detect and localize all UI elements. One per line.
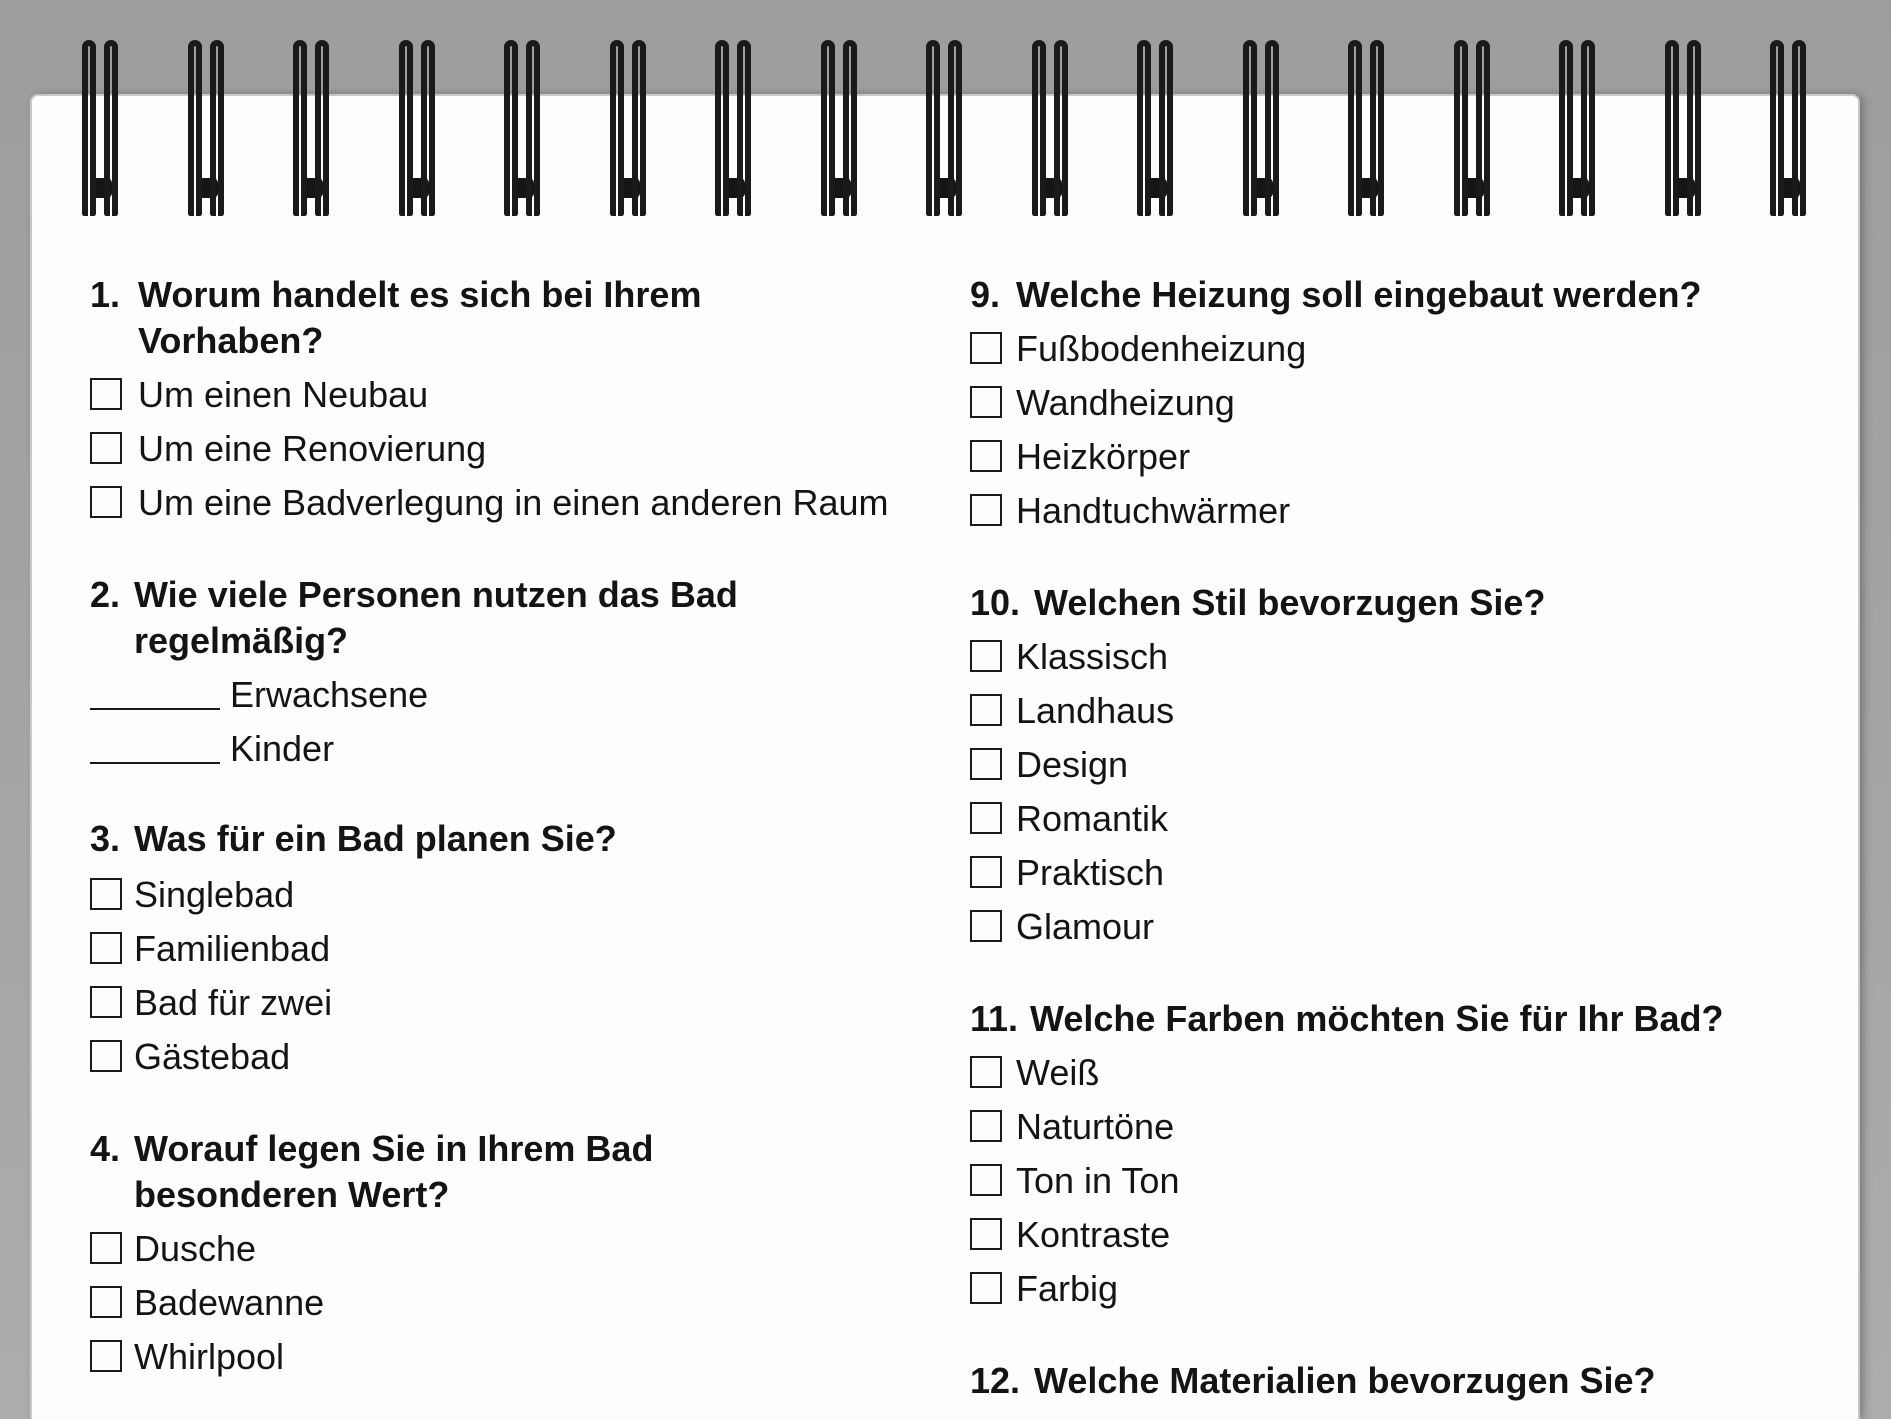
option-label: Handtuchwärmer	[1016, 490, 1291, 531]
ring-wire	[843, 40, 857, 216]
spiral-ring	[184, 40, 230, 216]
spiral-ring	[1661, 40, 1707, 216]
question-text-line-1: Welche Farben möchten Sie für Ihr Bad?	[1030, 998, 1724, 1039]
question-12	[970, 1358, 1830, 1404]
ring-wire	[926, 40, 940, 216]
checkbox[interactable]	[970, 640, 1002, 672]
checkbox[interactable]	[90, 1232, 122, 1264]
spiral-ring	[289, 40, 335, 216]
ring-wire	[104, 40, 118, 216]
spiral-ring	[1239, 40, 1285, 216]
blank-label: Kinder	[230, 728, 335, 769]
ring-wire	[293, 40, 307, 216]
option-label: Glamour	[1016, 906, 1155, 947]
checkbox[interactable]	[970, 748, 1002, 780]
spiral-ring	[500, 40, 546, 216]
option-label: Gästebad	[134, 1036, 291, 1077]
option-label: Farbig	[1016, 1268, 1119, 1309]
option-label: Familienbad	[134, 928, 331, 969]
spiral-ring	[1766, 40, 1812, 216]
option-label: Kontraste	[1016, 1214, 1171, 1255]
spiral-ring	[817, 40, 863, 216]
question-number: 10.	[970, 582, 1021, 623]
question-number: 2.	[90, 574, 121, 615]
ring-wire	[82, 40, 96, 216]
question-number: 4.	[90, 1128, 121, 1169]
option-label: Heizkörper	[1016, 436, 1191, 477]
ring-wire	[715, 40, 729, 216]
ring-wire	[1265, 40, 1279, 216]
spiral-ring	[711, 40, 757, 216]
question-number: 3.	[90, 818, 121, 859]
option-label: Um einen Neubau	[138, 374, 429, 415]
ring-wire	[1454, 40, 1468, 216]
question-text-line-1: Worum handelt es sich bei Ihrem	[138, 274, 702, 315]
option-label: Landhaus	[1016, 690, 1175, 731]
checkbox[interactable]	[970, 802, 1002, 834]
question-text-line-1: Was für ein Bad planen Sie?	[134, 818, 617, 859]
ring-wire	[948, 40, 962, 216]
question-text-line-1: Wie viele Personen nutzen das Bad	[134, 574, 738, 615]
checkbox[interactable]	[970, 332, 1002, 364]
question-text-line-1: Worauf legen Sie in Ihrem Bad	[134, 1128, 654, 1169]
checkbox[interactable]	[90, 1040, 122, 1072]
question-3	[90, 816, 910, 862]
ring-wire	[1054, 40, 1068, 216]
ring-wire	[421, 40, 435, 216]
checkbox[interactable]	[970, 386, 1002, 418]
question-number: 11.	[970, 998, 1019, 1039]
checkbox[interactable]	[90, 932, 122, 964]
ring-wire	[821, 40, 835, 216]
checkbox[interactable]	[90, 1286, 122, 1318]
ring-wire	[188, 40, 202, 216]
spiral-ring	[1344, 40, 1390, 216]
spiral-ring	[1133, 40, 1179, 216]
checkbox[interactable]	[970, 694, 1002, 726]
ring-wire	[210, 40, 224, 216]
ring-wire	[1137, 40, 1151, 216]
option-label: Weiß	[1016, 1052, 1100, 1093]
checkbox[interactable]	[970, 1164, 1002, 1196]
checkbox[interactable]	[90, 986, 122, 1018]
blank-label: Erwachsene	[230, 674, 429, 715]
question-number: 9.	[970, 274, 1001, 315]
question-text-line-2: besonderen Wert?	[134, 1174, 450, 1215]
question-number: 12.	[970, 1360, 1021, 1401]
option-label: Singlebad	[134, 874, 295, 915]
checkbox[interactable]	[970, 1056, 1002, 1088]
blank-line-input[interactable]	[90, 708, 220, 710]
option-label: Praktisch	[1016, 852, 1165, 893]
spiral-ring	[395, 40, 441, 216]
question-text-line-1: Welche Materialien bevorzugen Sie?	[1034, 1360, 1656, 1401]
option-label: Badewanne	[134, 1282, 325, 1323]
question-text-line-1: Welche Heizung soll eingebaut werden?	[1016, 274, 1702, 315]
option-label: Romantik	[1016, 798, 1169, 839]
ring-wire	[737, 40, 751, 216]
checkbox[interactable]	[970, 1218, 1002, 1250]
question-11	[970, 996, 1850, 1042]
ring-wire	[1665, 40, 1679, 216]
ring-wire	[1687, 40, 1701, 216]
question-1	[90, 272, 910, 364]
checkbox[interactable]	[970, 856, 1002, 888]
checkbox[interactable]	[970, 910, 1002, 942]
ring-wire	[632, 40, 646, 216]
option-label: Naturtöne	[1016, 1106, 1175, 1147]
spiral-ring	[1555, 40, 1601, 216]
option-label: Design	[1016, 744, 1129, 785]
question-9	[970, 272, 1830, 318]
question-number: 1.	[90, 274, 121, 315]
checkbox[interactable]	[90, 1340, 122, 1372]
checkbox[interactable]	[970, 494, 1002, 526]
ring-wire	[1032, 40, 1046, 216]
option-label: Klassisch	[1016, 636, 1169, 677]
ring-wire	[1159, 40, 1173, 216]
checkbox[interactable]	[970, 1110, 1002, 1142]
ring-wire	[1792, 40, 1806, 216]
spiral-ring	[606, 40, 652, 216]
option-label: Wandheizung	[1016, 382, 1235, 423]
question-10	[970, 580, 1830, 626]
option-label: Ton in Ton	[1016, 1160, 1180, 1201]
blank-line-input[interactable]	[90, 762, 220, 764]
option-label: Um eine Renovierung	[138, 428, 487, 469]
question-2	[90, 572, 910, 664]
ring-wire	[315, 40, 329, 216]
spiral-ring	[922, 40, 968, 216]
ring-wire	[1581, 40, 1595, 216]
ring-wire	[399, 40, 413, 216]
ring-wire	[1559, 40, 1573, 216]
option-label: Dusche	[134, 1228, 257, 1269]
ring-wire	[1348, 40, 1362, 216]
ring-wire	[1243, 40, 1257, 216]
ring-wire	[526, 40, 540, 216]
option-label: Fußbodenheizung	[1016, 328, 1307, 369]
ring-wire	[1370, 40, 1384, 216]
option-label: Um eine Badverlegung in einen anderen Raum	[138, 482, 889, 523]
ring-wire	[1770, 40, 1784, 216]
ring-wire	[610, 40, 624, 216]
spiral-ring	[78, 40, 124, 216]
ring-wire	[1476, 40, 1490, 216]
checkbox[interactable]	[90, 878, 122, 910]
checkbox[interactable]	[970, 1272, 1002, 1304]
ring-wire	[504, 40, 518, 216]
checkbox[interactable]	[90, 432, 122, 464]
question-text-line-2: Vorhaben?	[138, 320, 324, 361]
question-text-line-1: Welchen Stil bevorzugen Sie?	[1034, 582, 1546, 623]
option-label: Bad für zwei	[134, 982, 333, 1023]
spiral-ring	[1450, 40, 1496, 216]
checkbox[interactable]	[90, 378, 122, 410]
spiral-ring	[1028, 40, 1074, 216]
question-text-line-2: regelmäßig?	[134, 620, 349, 661]
checkbox[interactable]	[90, 486, 122, 518]
question-4	[90, 1126, 910, 1218]
option-label: Whirlpool	[134, 1336, 285, 1377]
checkbox[interactable]	[970, 440, 1002, 472]
